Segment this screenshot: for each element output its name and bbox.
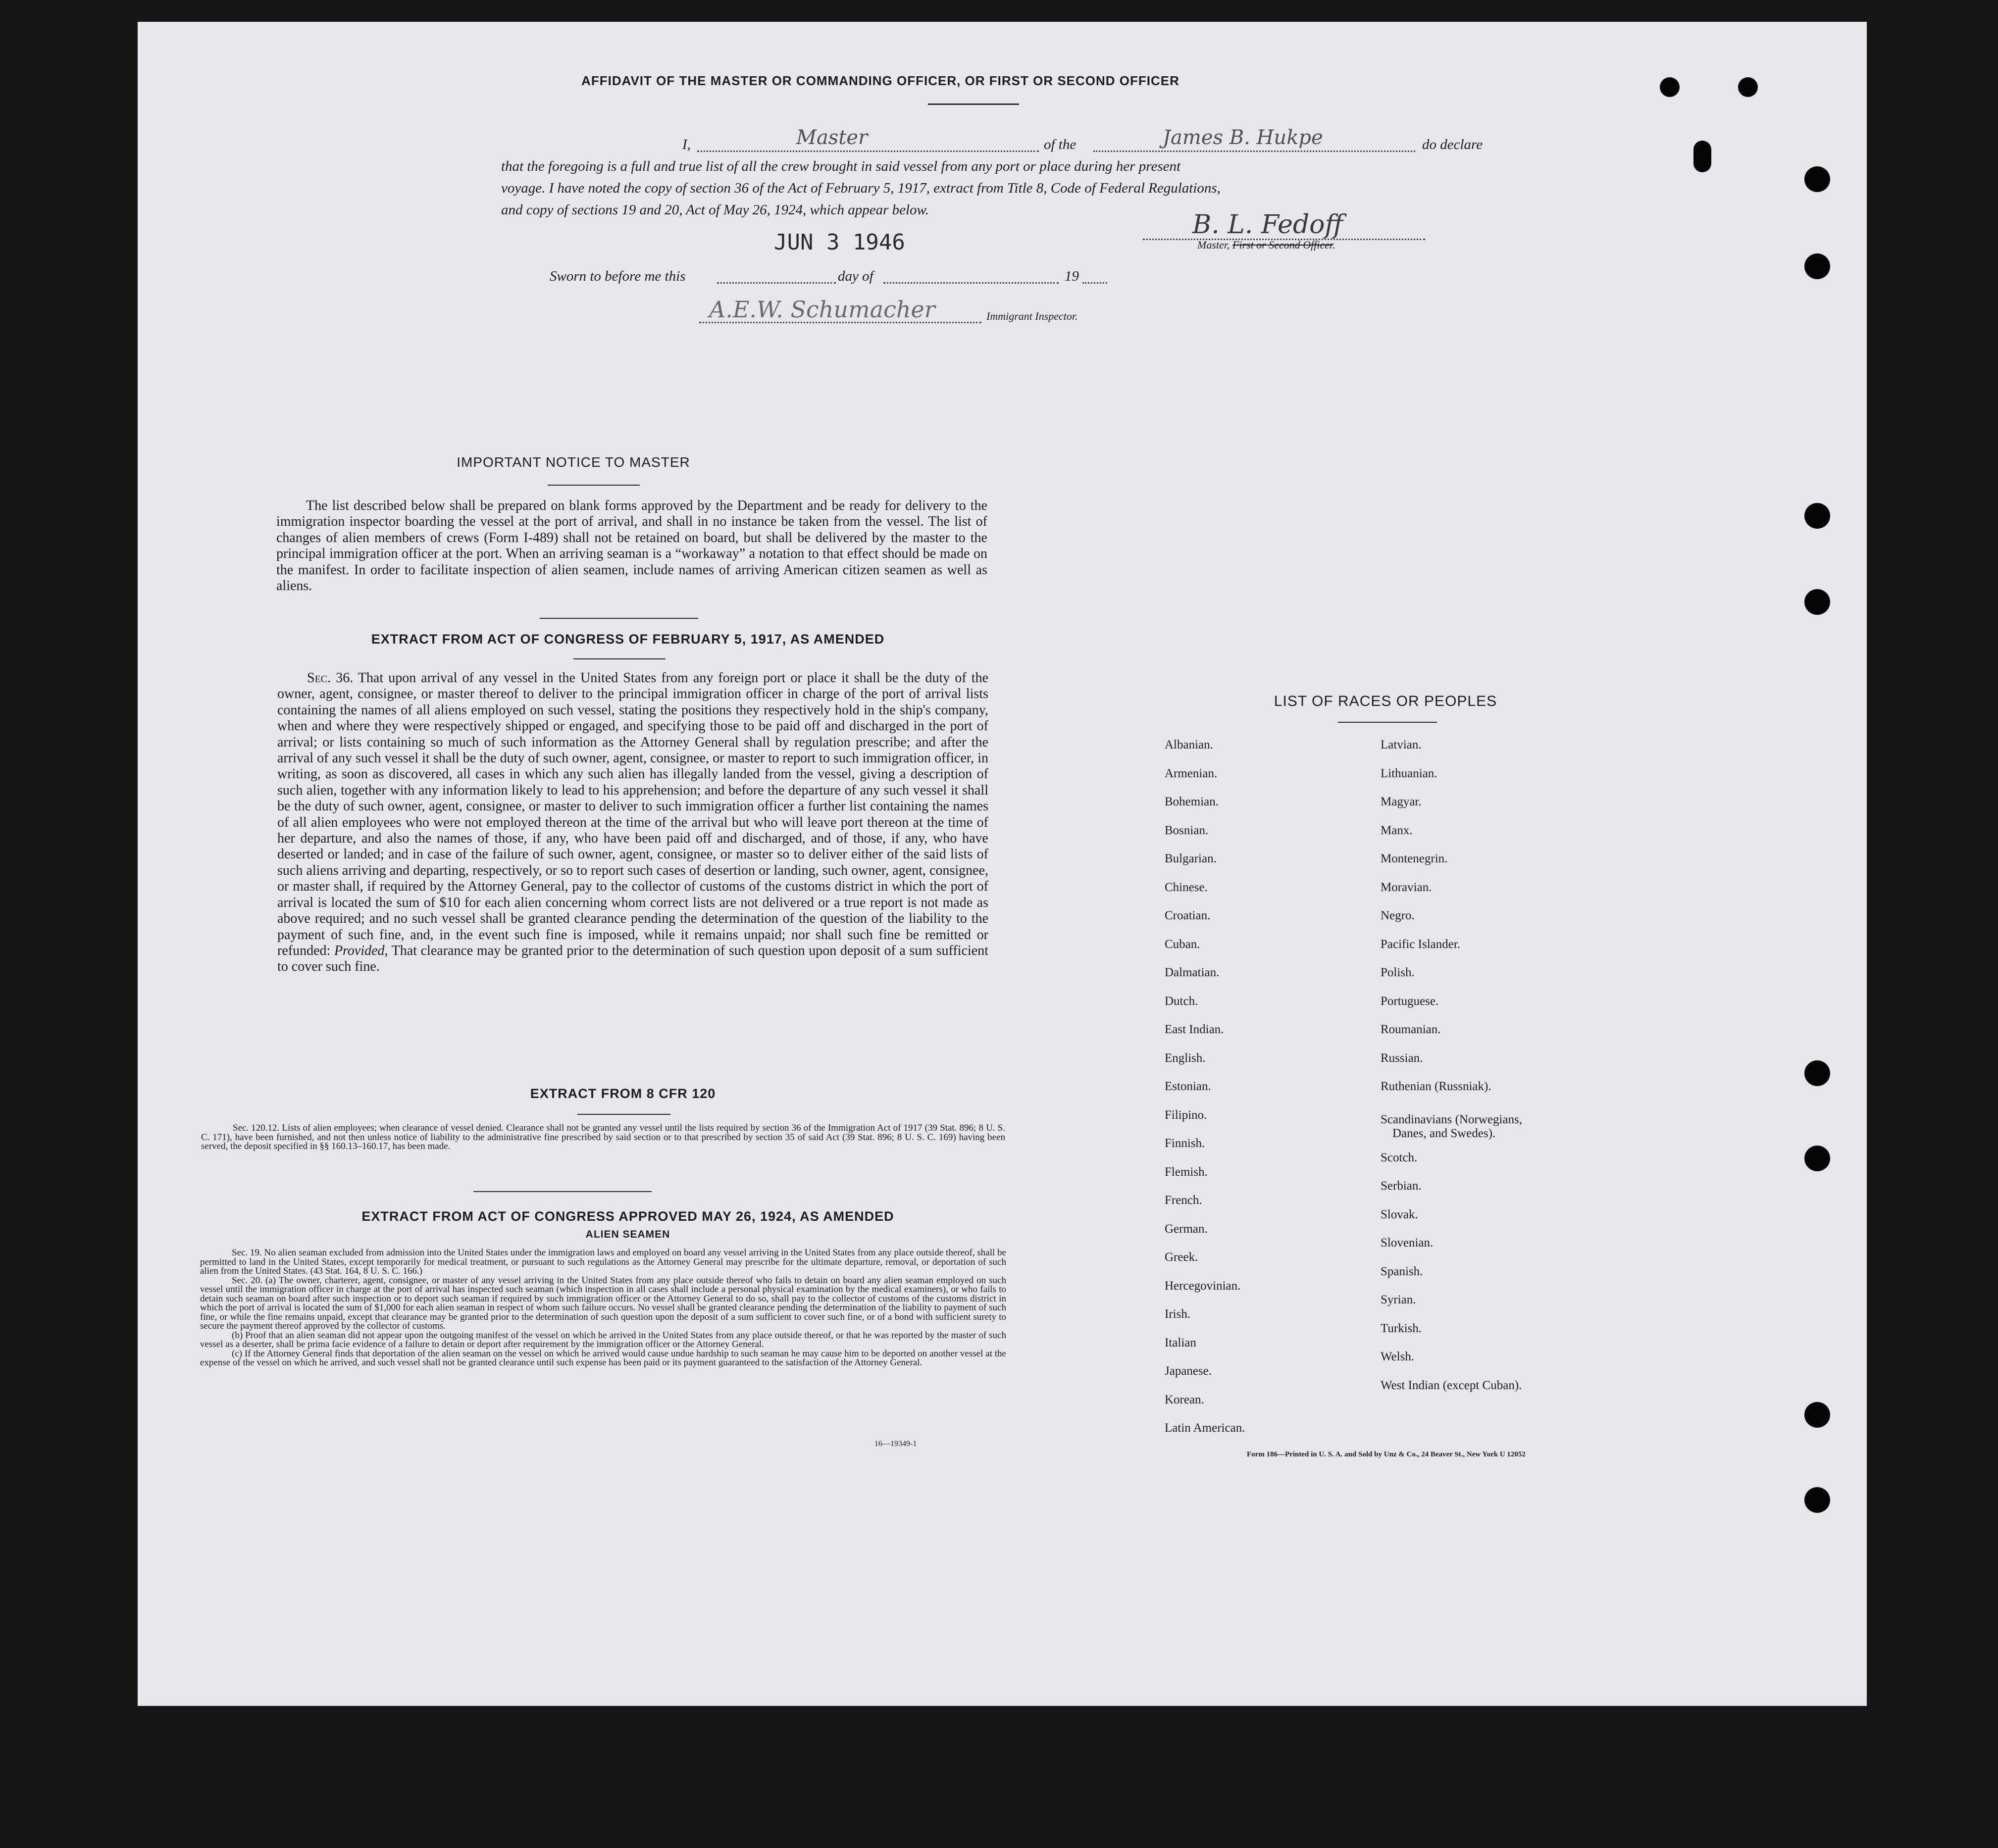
race-item: Portuguese. bbox=[1381, 994, 1439, 1008]
race-item: Scotch. bbox=[1381, 1150, 1418, 1164]
race-item: Polish. bbox=[1381, 966, 1415, 979]
master-label: Master, bbox=[1197, 239, 1230, 251]
race-item: Latvian. bbox=[1381, 738, 1422, 751]
race-item: East Indian. bbox=[1165, 1023, 1224, 1036]
extract-cfr-rule bbox=[577, 1114, 670, 1115]
extract-1917-rule bbox=[573, 658, 666, 659]
affidavit-do-declare: do declare bbox=[1422, 137, 1483, 152]
document-page bbox=[138, 22, 1867, 1706]
sworn-line bbox=[550, 265, 1253, 287]
extract-1917-title: EXTRACT FROM ACT OF CONGRESS OF FEBRUARY 5, 1917, AS AMENDED bbox=[371, 632, 885, 647]
year-blank bbox=[1082, 282, 1107, 284]
vessel-name-handwritten: James B. Hukpe bbox=[1163, 126, 1323, 149]
race-item: Turkish. bbox=[1381, 1321, 1422, 1335]
punch-hole bbox=[1804, 1487, 1830, 1513]
sec-19-text: Sec. 19. No alien seaman excluded from admission into the United States under the immigration laws and employed on board any vessel arriving in the United States from any place outside thereof, shall be permitted to land in the United States, except temporarily for medical treatment, or pursuant to such regulations as the Attorney General may prescribe for the ultimate departure, removal, or deportation of such alien from the United States. (43 Stat. 164, 8 U. S. C. 166.) bbox=[200, 1248, 1006, 1276]
affidavit-of-the: of the bbox=[1044, 137, 1076, 152]
punch-hole bbox=[1804, 503, 1830, 529]
race-item: Roumanian. bbox=[1381, 1023, 1441, 1036]
race-item: Scandinavians (Norwegians, bbox=[1381, 1112, 1523, 1126]
race-item: Slovak. bbox=[1381, 1207, 1418, 1221]
provided-label: Provided, bbox=[334, 943, 388, 958]
race-item: Slovenian. bbox=[1381, 1236, 1434, 1249]
punch-hole bbox=[1804, 1146, 1830, 1171]
race-item: Bulgarian. bbox=[1165, 852, 1217, 865]
race-item: Japanese. bbox=[1165, 1364, 1212, 1378]
punch-hole bbox=[1804, 253, 1830, 279]
race-item: Serbian. bbox=[1381, 1179, 1422, 1193]
extract-cfr-body: Sec. 120.12. Lists of alien employees; when clearance of vessel denied. Clearance shall not be granted any vessel until the lists required by section 36 of the Immigration Act of 1917 (39 Stat. 896; 8 U. S. C. 171), have been furnished, and not then unless notice of liability to the administrative fine prescribed by said section or to that prescribed by section 35 of said Act (39 Stat. 896; 8 U. S. C. 169) having been served, the deposit specified in §§ 160.13–160.17, has been made. bbox=[201, 1123, 1005, 1151]
notice-title-rule bbox=[548, 485, 640, 486]
extract-1924-body bbox=[200, 1249, 1006, 1368]
rank-handwritten: Master bbox=[796, 126, 868, 149]
inspector-label: Immigrant Inspector. bbox=[986, 310, 1078, 322]
month-blank bbox=[883, 282, 1059, 284]
race-item: Filipino. bbox=[1165, 1108, 1207, 1122]
race-item: Bosnian. bbox=[1165, 823, 1209, 837]
notice-body: The list described below shall be prepared on blank forms approved by the Department and be ready for delivery to the immigration inspector boarding the vessel at the port of arrival, and shall in no instance be taken from the vessel. The list of changes of alien members of crews (Form I-489) shall not be retained on board, but shall be delivered by the master to the principal immigration officer at the port. When an arriving seaman is a “workaway” a notation to that effect should be made on the manifest. In order to facilitate inspection of alien seamen, include names of arriving American citizen seamen as well as aliens. bbox=[276, 498, 987, 594]
extract-1924-title: EXTRACT FROM ACT OF CONGRESS APPROVED MAY 26, 1924, AS AMENDED bbox=[361, 1209, 894, 1224]
affidavit-title: AFFIDAVIT OF THE MASTER OR COMMANDING OFFICER, OR FIRST OR SECOND OFFICER bbox=[581, 73, 1179, 88]
race-item: Albanian. bbox=[1165, 738, 1213, 751]
races-list-left bbox=[1165, 731, 1353, 1443]
race-item: Chinese. bbox=[1165, 880, 1208, 894]
race-item: Magyar. bbox=[1381, 795, 1422, 808]
race-item: Latin American. bbox=[1165, 1421, 1245, 1435]
race-item: Hercegovinian. bbox=[1165, 1279, 1241, 1293]
sec-20a-text: Sec. 20. (a) The owner, charterer, agent, consignee, or master of any vessel arriving in the United States from any place outside thereof who fails to detain on board any alien seaman employed on such vessel until the immigration officer in charge at the port of arrival has inspected such seaman (which inspection in all cases shall include a personal physical examination by the medical examiners), or who fails to detain such seaman on board after such inspection or to deport such seaman if required by such immigration officer or the Attorney General to do so, shall pay to the collector of customs of the customs district in which the port of arrival is located the sum of $1,000 for each alien seaman in respect of whom such failure occurs. No vessel shall be granted clearance pending the determination of the liability to payment of such fine, or while the fine remains unpaid, except that clearance may be granted prior to the determination of such question upon the deposit of a sum sufficient to cover such fine, or of a bond with sufficient surety to secure the payment thereof approved by the collector of customs. bbox=[200, 1275, 1006, 1331]
race-item: Manx. bbox=[1381, 823, 1413, 837]
race-item: Armenian. bbox=[1165, 766, 1218, 780]
affidavit-i-label: I, bbox=[682, 137, 691, 152]
races-title: LIST OF RACES OR PEOPLES bbox=[1274, 693, 1497, 709]
year-prefix: 19 bbox=[1065, 268, 1079, 284]
punch-hole bbox=[1804, 1060, 1830, 1086]
sec-36-label: Sec. 36. bbox=[307, 670, 354, 686]
extract-1917-body bbox=[277, 670, 988, 975]
race-item: Estonian. bbox=[1165, 1080, 1211, 1093]
master-label-row: Master, First or Second Officer. bbox=[1197, 239, 1335, 251]
extract-cfr-title: EXTRACT FROM 8 CFR 120 bbox=[530, 1086, 716, 1101]
race-item: English. bbox=[1165, 1051, 1206, 1065]
rank-blank bbox=[697, 150, 1039, 152]
affidavit-title-rule bbox=[928, 103, 1019, 105]
notice-body-rule bbox=[540, 618, 698, 619]
race-item: Croatian. bbox=[1165, 909, 1211, 922]
punch-hole bbox=[1804, 589, 1830, 615]
sworn-label: Sworn to before me this bbox=[550, 268, 686, 284]
race-item: Dutch. bbox=[1165, 994, 1198, 1008]
race-item: Cuban. bbox=[1165, 937, 1200, 951]
master-signature-block bbox=[1143, 210, 1425, 269]
affidavit-line-4: and copy of sections 19 and 20, Act of May 26, 1924, which appear below. bbox=[501, 202, 929, 218]
race-item: Welsh. bbox=[1381, 1350, 1415, 1363]
sec-20b-text: (b) Proof that an alien seaman did not appear upon the outgoing manifest of the vessel on which he arrived in the United States from any place outside thereof, or that he was reported by the master of such vessel as a deserter, shall be prima facie evidence of a failure to detain or deport after requirement by the immigration officer or the Attorney General. bbox=[200, 1330, 1006, 1349]
notice-title: IMPORTANT NOTICE TO MASTER bbox=[457, 454, 690, 470]
race-item: Spanish. bbox=[1381, 1264, 1423, 1278]
affidavit-line-2: that the foregoing is a full and true list of all the crew brought in said vessel from any port or place during her present bbox=[501, 158, 1181, 174]
form-code-left: 16—19349-1 bbox=[874, 1440, 917, 1448]
race-item: Greek. bbox=[1165, 1250, 1198, 1264]
sec-20c-text: (c) If the Attorney General finds that deportation of the alien seaman on the vessel on which he arrived would cause undue hardship to such seaman he may cause him to be deported on another vessel at the expense of the vessel on which he arrived, and such vessel shall not be granted clearance until such expense has been paid or its payment guaranteed to the satisfaction of the Attorney General. bbox=[200, 1348, 1006, 1368]
date-stamp: JUN 3 1946 bbox=[774, 230, 905, 255]
vessel-blank bbox=[1093, 150, 1415, 152]
race-item: Danes, and Swedes). bbox=[1392, 1126, 1496, 1140]
struck-officer-label: First or Second Officer bbox=[1232, 239, 1333, 251]
race-item: Lithuanian. bbox=[1381, 766, 1437, 780]
day-of-label: day of bbox=[838, 268, 873, 284]
race-item: Russian. bbox=[1381, 1051, 1423, 1065]
sec-36-text-2: That clearance may be granted prior to the determination of such question upon deposit of a sum sufficient to cover such fine. bbox=[277, 943, 989, 975]
form-printer-line: Form 186—Printed in U. S. A. and Sold by Unz & Co., 24 Beaver St., New York U 12052 bbox=[1247, 1450, 1526, 1458]
race-item: Dalmatian. bbox=[1165, 966, 1220, 979]
race-item: Flemish. bbox=[1165, 1165, 1208, 1179]
extract-cfr-bottom-rule bbox=[473, 1191, 652, 1192]
master-signature: B. L. Fedoff bbox=[1192, 210, 1343, 240]
punch-hole bbox=[1804, 166, 1830, 192]
race-item: Finnish. bbox=[1165, 1137, 1205, 1150]
race-item: West Indian (except Cuban). bbox=[1381, 1378, 1522, 1392]
punch-hole bbox=[1693, 141, 1711, 172]
affidavit-line-1 bbox=[544, 126, 1593, 155]
punch-hole bbox=[1660, 77, 1680, 97]
race-item: Negro. bbox=[1381, 909, 1415, 922]
race-item: Syrian. bbox=[1381, 1293, 1416, 1306]
race-item: Irish. bbox=[1165, 1307, 1191, 1321]
race-item: Bohemian. bbox=[1165, 795, 1219, 808]
race-item: Ruthenian (Russniak). bbox=[1381, 1080, 1491, 1093]
race-item: Pacific Islander. bbox=[1381, 937, 1461, 951]
punch-hole bbox=[1804, 1402, 1830, 1428]
punch-hole bbox=[1738, 77, 1758, 97]
races-list-right bbox=[1381, 731, 1638, 1399]
race-item: Korean. bbox=[1165, 1393, 1204, 1406]
races-title-rule bbox=[1338, 722, 1437, 723]
race-item: Moravian. bbox=[1381, 880, 1432, 894]
race-item: Italian bbox=[1165, 1336, 1196, 1349]
race-item: French. bbox=[1165, 1194, 1202, 1207]
race-item: Montenegrin. bbox=[1381, 852, 1448, 865]
inspector-block bbox=[699, 296, 1274, 329]
race-item: German. bbox=[1165, 1222, 1208, 1236]
sec-36-text-1: That upon arrival of any vessel in the United States from any foreign port or place it shall be the duty of the owner, agent, consignee, or master thereof to deliver to the principal immigration officer in charge of the port of arrival lists containing the names of all aliens employed on such vessel, stating the positions they respectively hold in the ship's company, when and where they were respectively shipped or engaged, and specifying those to be paid off and discharged in the port of arrival; or lists containing so much of such information as the Attorney General shall by regulation prescribe; and after the arrival of any such vessel it shall be the duty of such owner, agent, consignee, or master to report to such immigration officer, in writing, as soon as discovered, all cases in which any such alien has illegally landed from the vessel, giving a description of such alien, together with any information likely to lead to his apprehension; and before the departure of any such vessel it shall be the duty of such owner, agent, consignee, or master to deliver to such immigration officer a further list containing the names of all alien employees who were not employed thereon at the time of the arrival but who will leave port thereon at the time of her departure, and also the names of those, if any, who have been paid off and discharged, and of those, if any, who have deserted or landed; and in case of the failure of such owner, agent, consignee, or master so to deliver either of the said lists of such aliens arriving and departing, respectively, or so to report such cases of desertion or landing, such owner, agent, consignee, or master shall, if required by the Attorney General, pay to the collector of customs of the customs district in which the port of arrival is located the sum of $10 for each alien concerning whom correct lists are not delivered or a true report is not made as above required; and no such vessel shall be granted clearance pending the determination of the question of the liability to the payment of such fine, and, in the event such fine is imposed, while it remains unpaid; nor shall such fine be remitted or refunded: bbox=[277, 670, 988, 958]
extract-1924-subtitle: ALIEN SEAMEN bbox=[585, 1229, 670, 1240]
day-blank bbox=[717, 282, 836, 284]
affidavit-line-3: voyage. I have noted the copy of section 36 of the Act of February 5, 1917, extract from Title 8, Code of Federal Regulations, bbox=[501, 180, 1221, 196]
inspector-signature: A.E.W. Schumacher bbox=[709, 296, 935, 323]
